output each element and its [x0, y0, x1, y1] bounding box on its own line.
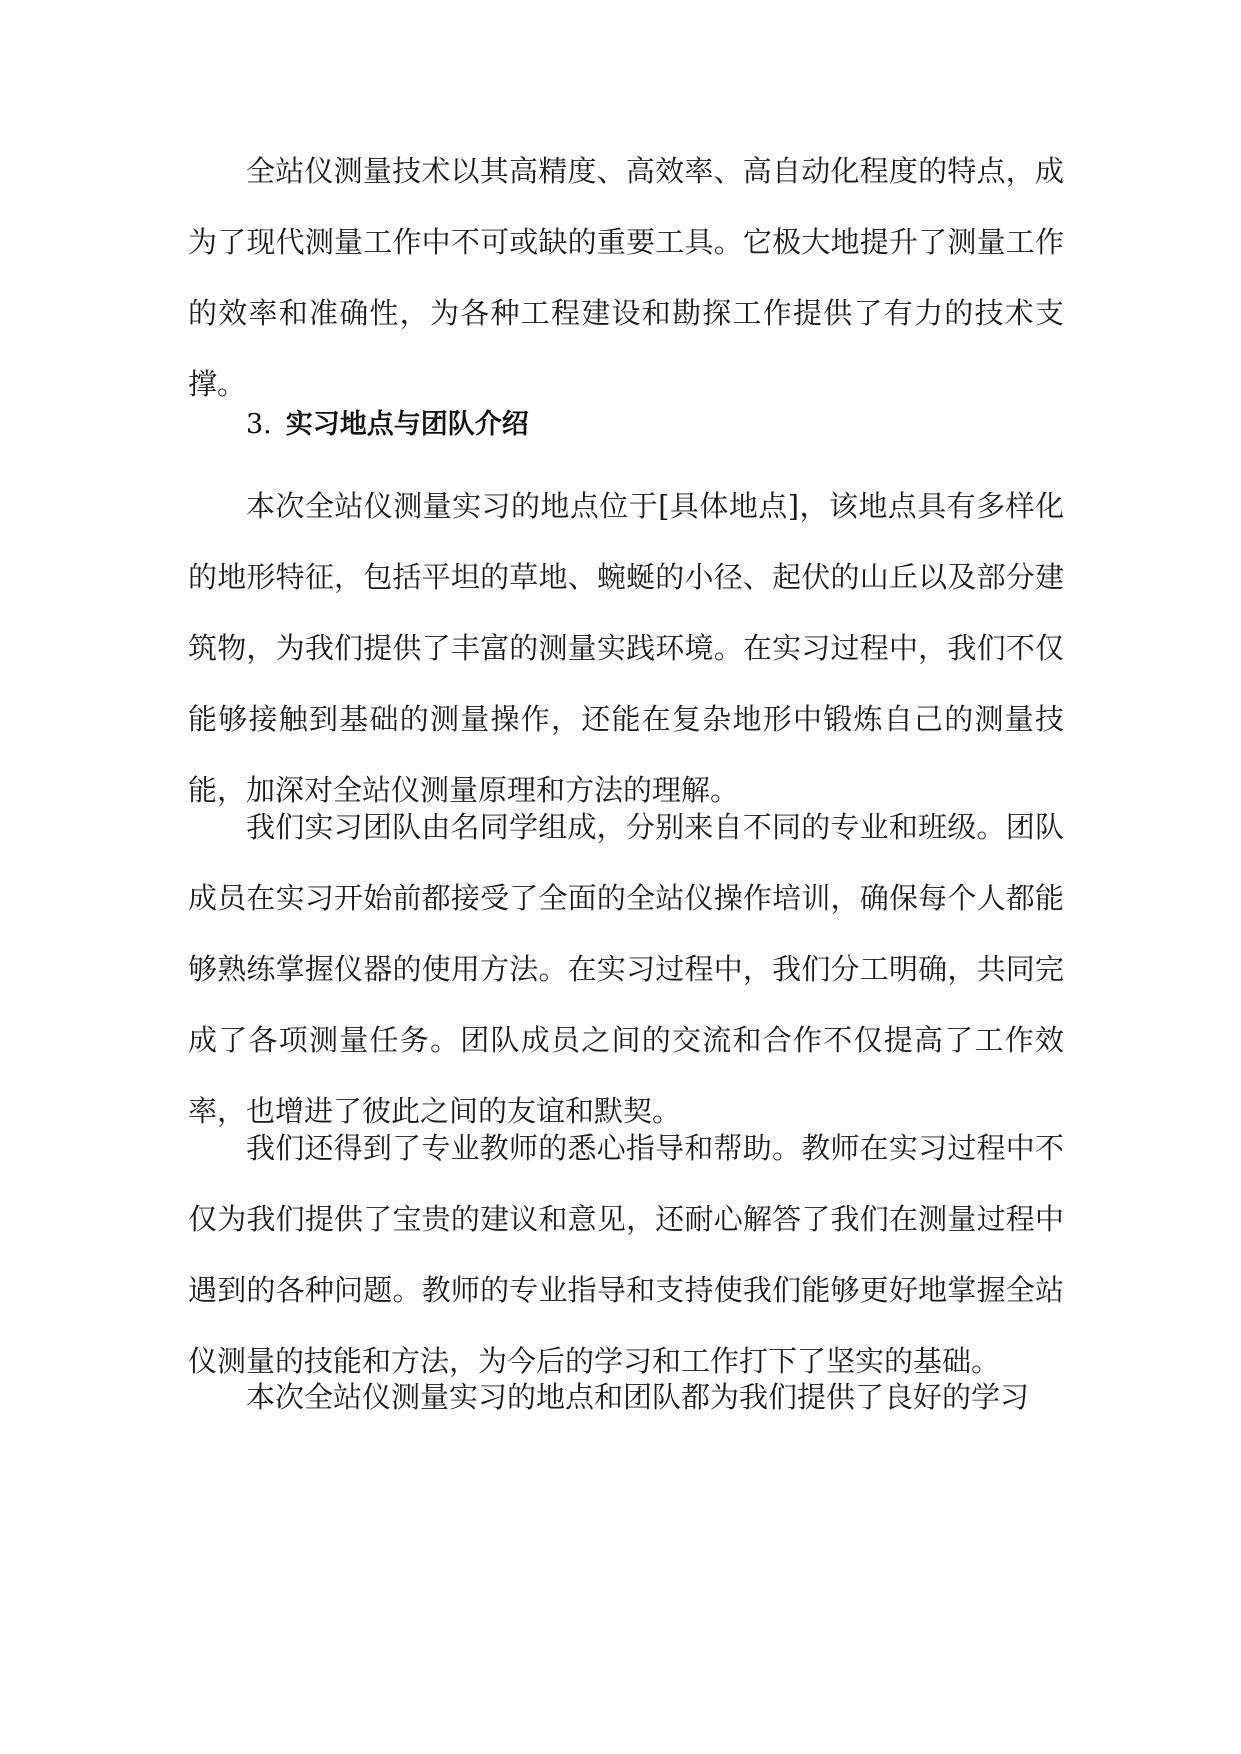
- section-title: 实习地点与团队介绍: [285, 409, 529, 440]
- paragraph-conclusion: 本次全站仪测量实习的地点和团队都为我们提供了良好的学习: [246, 1380, 1030, 1414]
- section-number: 3.: [246, 409, 272, 440]
- section-heading: [246, 403, 529, 447]
- paragraph-team: 我们实习团队由名同学组成，分别来自不同的专业和班级。团队成员在实习开始前都接受了全面的全站仪操作培训，确保每个人都能够熟练掌握仪器的使用方法。在实习过程中，我们分工明确，共同完成了各项测量任务。团队成员之间的交流和合作不仅提高了工作效率，也增进了彼此之间的友谊和默契。: [188, 810, 1064, 1128]
- paragraph-location: 本次全站仪测量实习的地点位于[具体地点]，该地点具有多样化的地形特征，包括平坦的草地、蜿蜒的小径、起伏的山丘以及部分建筑物，为我们提供了丰富的测量实践环境。在实习过程中，我们不仅能够接触到基础的测量操作，还能在复杂地形中锻炼自己的测量技能，加深对全站仪测量原理和方法的理解。: [188, 489, 1064, 807]
- paragraph-intro-summary: 全站仪测量技术以其高精度、高效率、高自动化程度的特点，成为了现代测量工作中不可或缺的重要工具。它极大地提升了测量工作的效率和准确性，为各种工程建设和勘探工作提供了有力的技术支撑。: [188, 154, 1064, 401]
- paragraph-teacher-guidance: 我们还得到了专业教师的悉心指导和帮助。教师在实习过程中不仅为我们提供了宝贵的建议和意见，还耐心解答了我们在测量过程中遇到的各种问题。教师的专业指导和支持使我们能够更好地掌握全站仪测量的技能和方法，为今后的学习和工作打下了坚实的基础。: [188, 1131, 1064, 1378]
